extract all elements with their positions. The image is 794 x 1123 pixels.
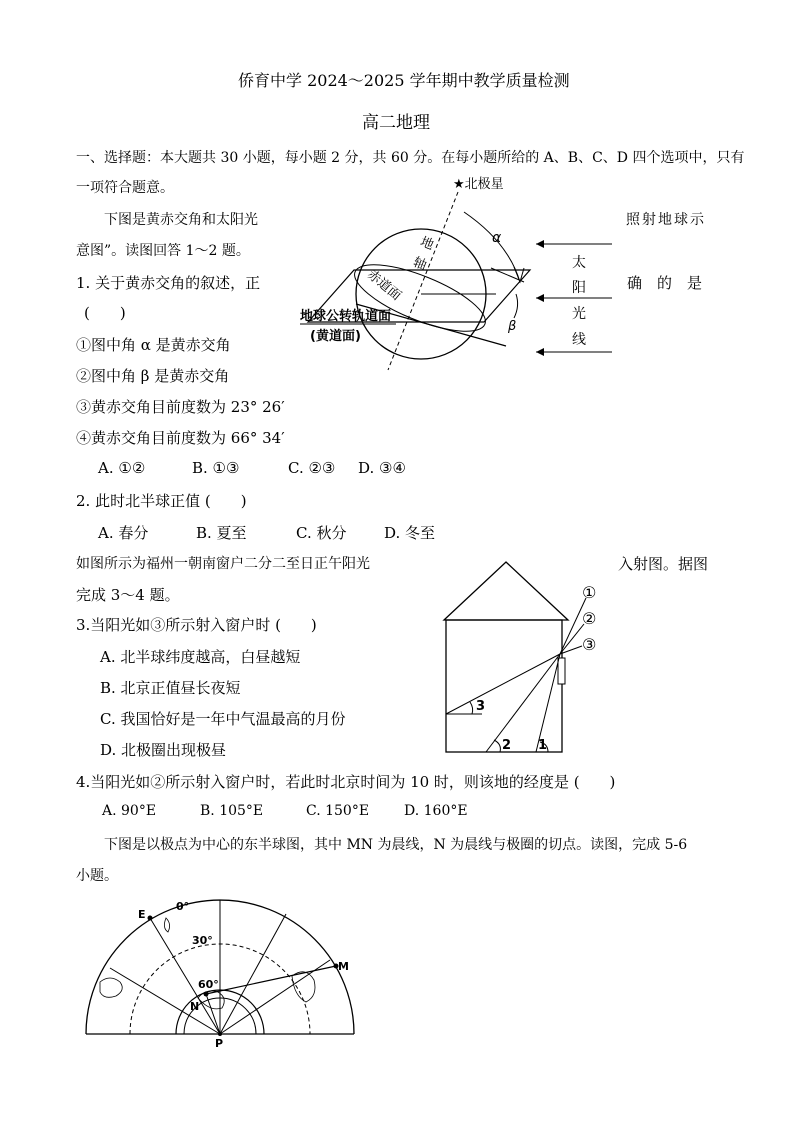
ray-label-2: ② [582, 609, 597, 628]
equator-plane-label: 赤道面 [364, 267, 404, 304]
obliquity-diagram [296, 172, 626, 372]
q3-option-b: B. 北京正值昼长夜短 [100, 679, 241, 697]
q2-choice-c: C. 秋分 [296, 524, 347, 542]
q1-option-4: ④黄赤交角目前度数为 66° 34′ [76, 429, 285, 447]
q1-option-1: ①图中角 α 是黄赤交角 [76, 336, 231, 354]
q1-stem-left: 1. 关于黄赤交角的叙述，正 [76, 274, 261, 292]
q4-choice-c: C. 150°E [306, 803, 370, 819]
lat-60-label: 60° [198, 978, 219, 991]
polaris-label: ★北极星 [453, 177, 504, 192]
beta-label: β [508, 319, 517, 334]
point-p-label: P [215, 1037, 224, 1048]
q4-choice-a: A. 90°E [102, 803, 157, 819]
point-n-label: N [190, 1000, 200, 1013]
q1-choice-d: D. ③④ [358, 459, 406, 477]
q1-option-3: ③黄赤交角目前度数为 23° 26′ [76, 398, 285, 416]
angle-label-3: 3 [476, 699, 486, 714]
q1-choice-c: C. ②③ [288, 459, 336, 477]
fig1-intro-line2: 意图”。读图回答 1～2 题。 [76, 243, 250, 259]
earth-axis [388, 192, 458, 370]
orbit-label-2: (黄道面) [310, 329, 361, 344]
sunlight-label-3: 光 [572, 306, 586, 322]
lat-0-label: 0° [176, 900, 190, 913]
q1-choice-b: B. ①③ [192, 459, 240, 477]
q3-option-c: C. 我国恰好是一年中气温最高的月份 [100, 710, 346, 728]
q2-choice-b: B. 夏至 [196, 524, 247, 542]
q3-stem: 3.当阳光如③所示射入窗户时 ( ) [76, 616, 317, 634]
ray-label-1: ① [582, 583, 597, 602]
q3-option-d: D. 北极圈出现极昼 [100, 741, 227, 759]
q1-choice-a: A. ①② [98, 459, 146, 477]
orbit-label-1: 地球公转轨道面 [300, 309, 392, 324]
fig2-intro-right: 入射图。据图 [618, 555, 709, 573]
alpha-label: α [492, 230, 502, 246]
window-sunlight-diagram [436, 558, 616, 758]
section-intro-line1: 一、选择题：本大题共 30 小题，每小题 2 分，共 60 分。在每小题所给的 A、B、C、D 四个选项中，只有 [76, 150, 745, 166]
sunlight-label-2: 阳 [572, 280, 586, 296]
sunlight-label-1: 太 [572, 255, 586, 271]
angle-label-2: 2 [502, 738, 512, 753]
q1-stem-right: 确 的 是 [627, 274, 703, 292]
q4-stem: 4.当阳光如②所示射入窗户时，若此时北京时间为 10 时，则该地的经度是 ( ) [76, 773, 616, 791]
polar-hemisphere-map [80, 894, 360, 1048]
lat-30-label: 30° [192, 934, 213, 947]
section-intro-line2: 一项符合题意。 [76, 180, 174, 196]
fig2-intro-left: 如图所示为福州一朝南窗户二分二至日正午阳光 [76, 556, 370, 572]
sunlight-label-4: 线 [572, 332, 586, 348]
point-m-label: M [338, 960, 349, 973]
q2-choice-d: D. 冬至 [384, 524, 436, 542]
fig3-intro-line1: 下图是以极点为中心的东半球图，其中 MN 为晨线，N 为晨线与极圈的切点。读图，完成 5-6 [104, 837, 688, 853]
axis-label-1: 地 [417, 234, 436, 254]
subject-title: 高二地理 [362, 113, 430, 133]
q1-paren: ( ) [84, 304, 126, 322]
axis-label-2: 轴 [410, 254, 429, 274]
q4-choice-b: B. 105°E [200, 803, 264, 819]
fig3-intro-line2: 小题。 [76, 868, 118, 884]
fig1-intro-left: 下图是黄赤交角和太阳光 [104, 212, 258, 228]
point-e-label: E [138, 908, 146, 921]
q2-stem: 2. 此时北半球正值 ( ) [76, 492, 247, 510]
fig1-intro-right: 照射地球示 [626, 212, 706, 228]
exam-title: 侨育中学 2024～2025 学年期中教学质量检测 [238, 71, 570, 90]
angle-label-1: 1 [538, 738, 548, 753]
q2-choice-a: A. 春分 [98, 524, 149, 542]
fig2-intro-line2: 完成 3～4 题。 [76, 586, 180, 604]
q1-option-2: ②图中角 β 是黄赤交角 [76, 367, 230, 385]
q3-option-a: A. 北半球纬度越高，白昼越短 [100, 648, 301, 666]
ray-label-3: ③ [582, 635, 597, 654]
q4-choice-d: D. 160°E [404, 803, 468, 819]
